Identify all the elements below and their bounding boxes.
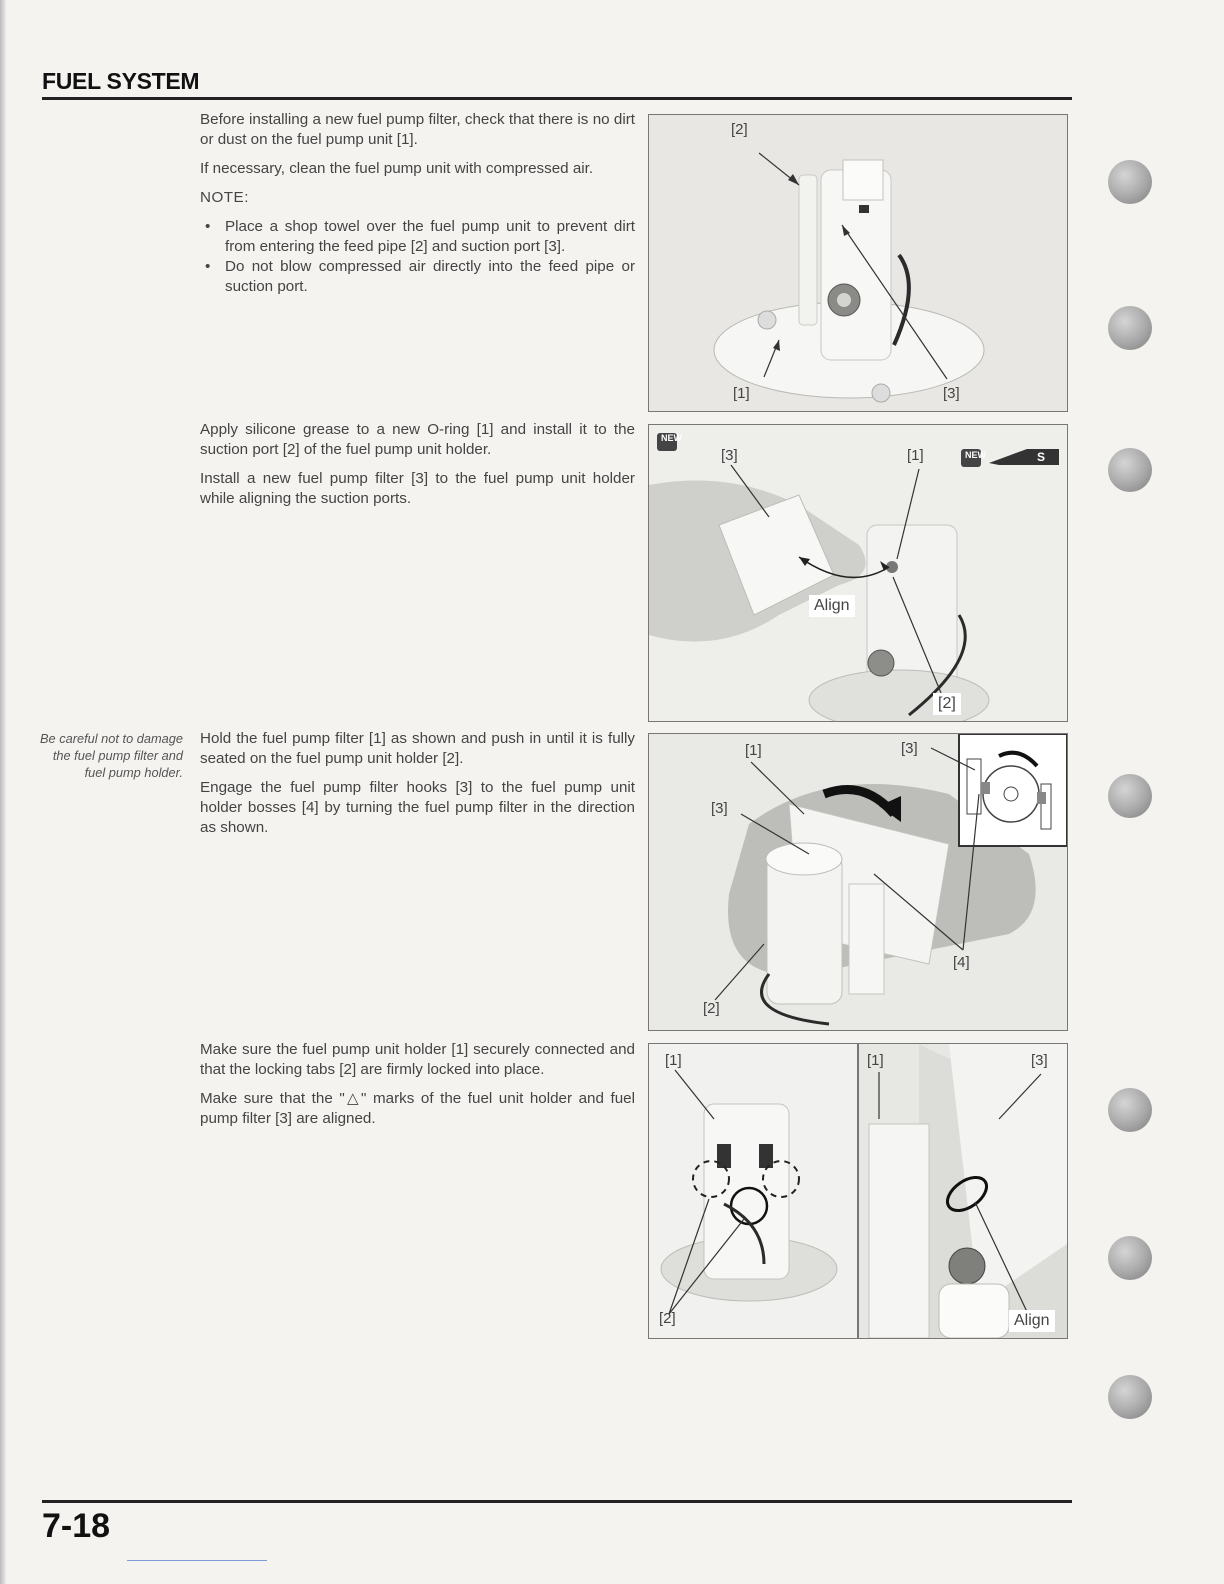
- figure-label: [2]: [703, 1000, 720, 1017]
- footer-rule: [42, 1500, 1072, 1503]
- figure-label: [2]: [659, 1310, 676, 1327]
- page-number: 7-18: [42, 1507, 111, 1545]
- figure-label: [3]: [943, 385, 960, 402]
- figure-fuel-pump-unit: [648, 114, 1068, 412]
- binder-hole: [1108, 448, 1152, 492]
- figure-engage-hooks: [648, 733, 1068, 1031]
- step1-para2: If necessary, clean the fuel pump unit with compressed air.: [200, 160, 594, 177]
- step2-text: [200, 420, 635, 518]
- binder-hole: [1108, 774, 1152, 818]
- step4-para1: Make sure the fuel pump unit holder [1] securely connected and that the locking tabs [2] are firmly locked into place.: [200, 1041, 635, 1078]
- figure-locking-tabs: [648, 1043, 858, 1339]
- figure-align-marks: [858, 1043, 1068, 1339]
- step2-para1: Apply silicone grease to a new O-ring [1] and install it to the suction port [2] of the fuel pump unit holder.: [200, 421, 635, 458]
- align-label: Align: [809, 595, 855, 617]
- step4-para2: Make sure that the "△" marks of the fuel unit holder and fuel pump filter [3] are aligned.: [200, 1090, 635, 1127]
- locking-tabs-illustration: [649, 1044, 857, 1338]
- step3-para1: Hold the fuel pump filter [1] as shown and push in until it is fully seated on the fuel pump unit holder [2].: [200, 730, 635, 767]
- step4-text: [200, 1040, 635, 1138]
- grease-badge: S: [1037, 450, 1046, 464]
- figure-label: [1]: [733, 385, 750, 402]
- figure-install-filter: [648, 424, 1068, 722]
- step1-para1: Before installing a new fuel pump filter, check that there is no dirt or dust on the fuel pump unit [1].: [200, 111, 635, 148]
- figure-label: [2]: [731, 121, 748, 138]
- binder-hole: [1108, 160, 1152, 204]
- note-list: [200, 217, 635, 297]
- figure-label: [4]: [953, 954, 970, 971]
- note-bullet: • Do not blow compressed air directly into the feed pipe or suction port.: [200, 257, 635, 297]
- fuel-pump-unit-illustration: [649, 115, 1067, 411]
- new-part-badge: NEW: [965, 450, 986, 460]
- step3-para2: Engage the fuel pump filter hooks [3] to the fuel pump unit holder bosses [4] by turning the fuel pump filter in the direction as shown.: [200, 779, 635, 836]
- figure-label: [3]: [901, 740, 918, 757]
- figure-label: [1]: [665, 1052, 682, 1069]
- step1-text: [200, 110, 635, 297]
- caution-side-note: Be careful not to damage the fuel pump filter and fuel pump holder.: [40, 731, 183, 780]
- step3-text: [200, 729, 635, 847]
- figure-label: [2]: [933, 693, 961, 715]
- figure-label: [1]: [907, 447, 924, 464]
- step2-para2: Install a new fuel pump filter [3] to the fuel pump unit holder while aligning the suction ports.: [200, 470, 635, 507]
- binder-hole: [1108, 1236, 1152, 1280]
- binder-hole: [1108, 1088, 1152, 1132]
- page-binding-edge: [0, 0, 6, 1584]
- figure-label: [1]: [867, 1052, 884, 1069]
- figure-label: [3]: [721, 447, 738, 464]
- align-marks-illustration: [859, 1044, 1067, 1338]
- binder-hole: [1108, 306, 1152, 350]
- figure-label: [3]: [1031, 1052, 1048, 1069]
- header-rule: [42, 97, 1072, 100]
- install-filter-illustration: [649, 425, 1067, 721]
- figure-label: [1]: [745, 742, 762, 759]
- figure-label: [3]: [711, 800, 728, 817]
- footer-link-underline: [127, 1560, 267, 1561]
- binder-hole: [1108, 1375, 1152, 1419]
- new-part-badge: NEW: [661, 433, 682, 443]
- section-title: FUEL SYSTEM: [42, 68, 200, 94]
- align-label: Align: [1009, 1310, 1055, 1332]
- note-heading: NOTE:: [200, 189, 249, 206]
- note-bullet: • Place a shop towel over the fuel pump unit to prevent dirt from entering the feed pipe [2] and suction port [3].: [200, 217, 635, 257]
- engage-hooks-illustration: [649, 734, 1067, 1030]
